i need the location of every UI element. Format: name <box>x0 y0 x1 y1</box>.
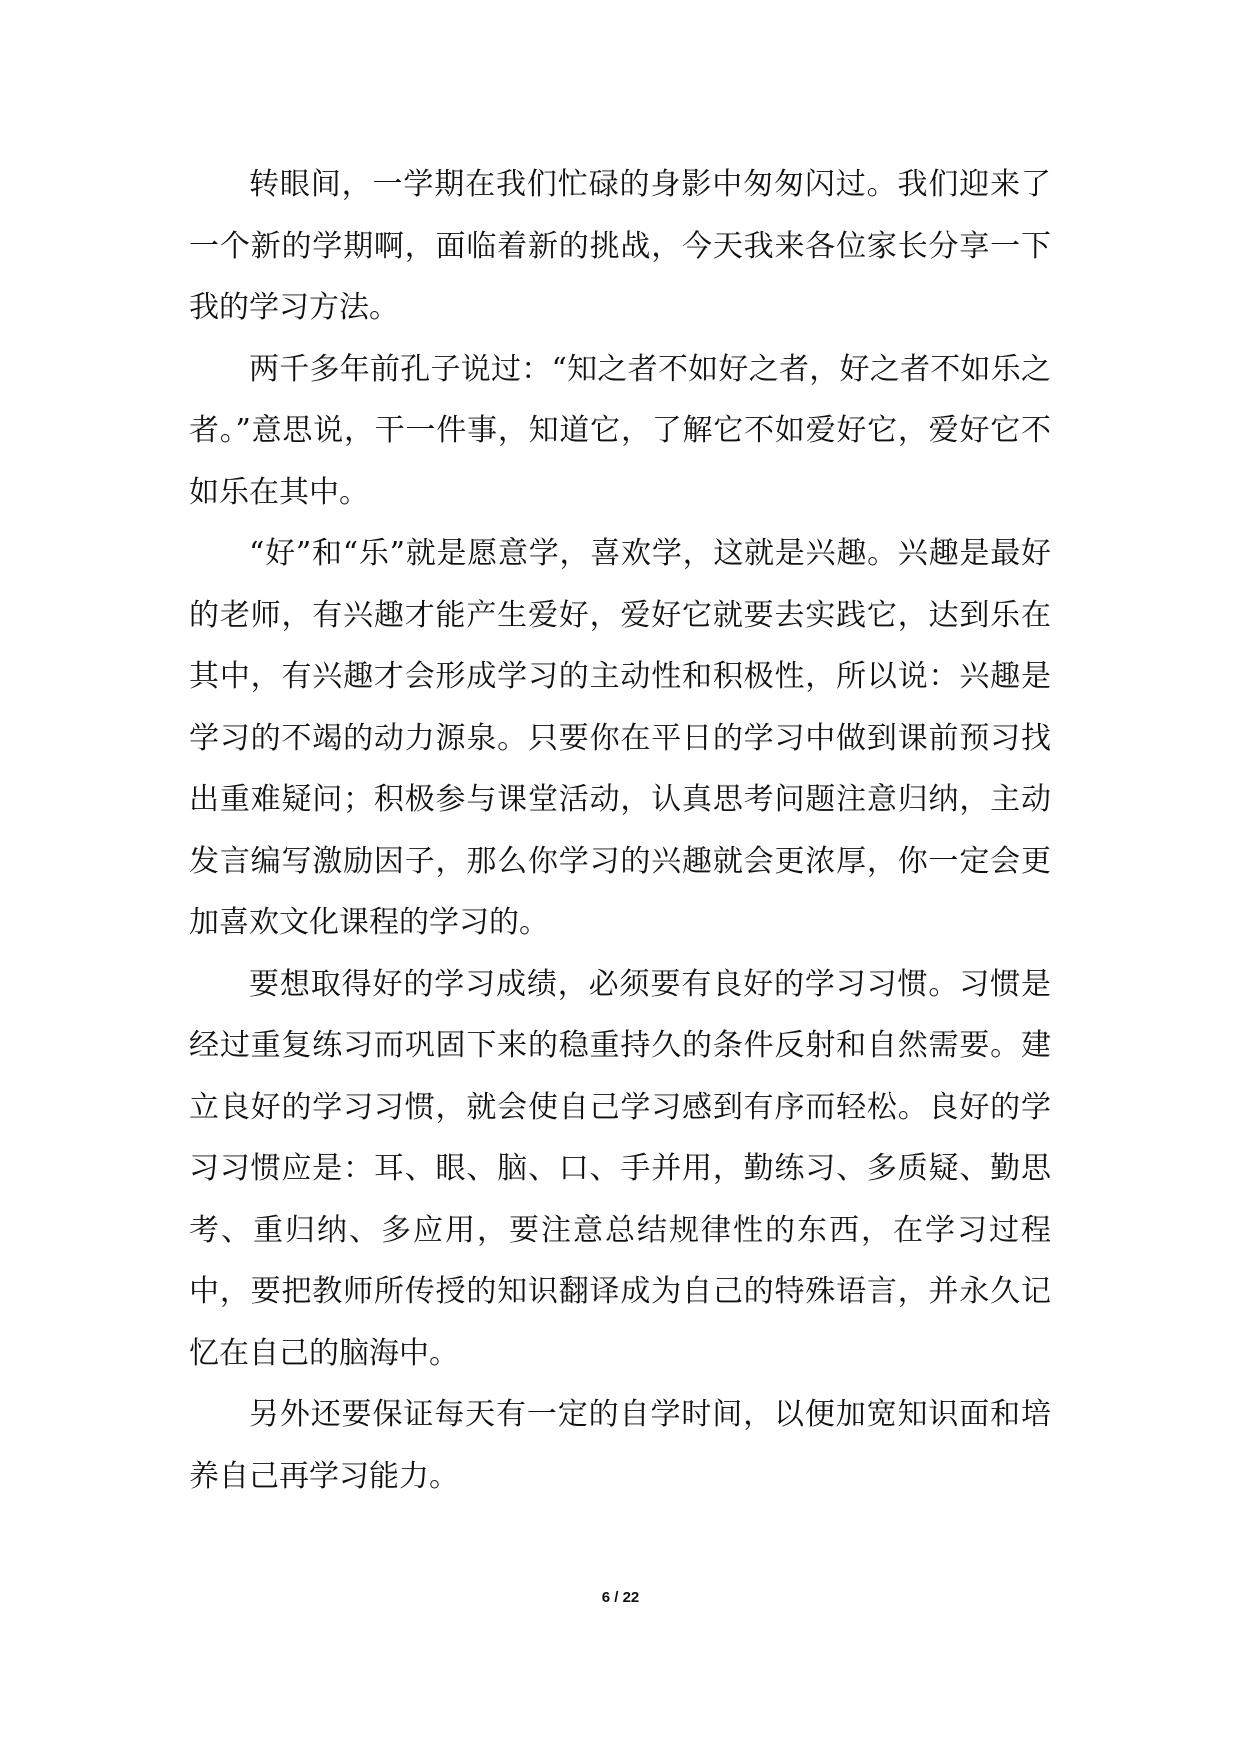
paragraph-3: “好”和“乐”就是愿意学，喜欢学，这就是兴趣。兴趣是最好的老师，有兴趣才能产生爱好，爱好它就要去实践它，达到乐在其中，有兴趣才会形成学习的主动性和积极性，所以说：兴趣是学习的不竭的动力源泉。只要你在平日的学习中做到课前预习找出重难疑问；积极参与课堂活动，认真思考问题注意归纳，主动发言编写激励因子，那么你学习的兴趣就会更浓厚，你一定会更加喜欢文化课程的学习的。 <box>189 536 1051 940</box>
paragraph-5: 另外还要保证每天有一定的自学时间，以便加宽知识面和培养自己再学习能力。 <box>189 1397 1051 1494</box>
paragraph-1: 转眼间，一学期在我们忙碌的身影中匆匆闪过。我们迎来了一个新的学期啊，面临着新的挑战，今天我来各位家长分享一下我的学习方法。 <box>189 167 1051 325</box>
page-number: 6 / 22 <box>601 1589 640 1606</box>
paragraph-4: 要想取得好的学习成绩，必须要有良好的学习习惯。习惯是经过重复练习而巩固下来的稳重持久的条件反射和自然需要。建立良好的学习习惯，就会使自己学习感到有序而轻松。良好的学习习惯应是：耳、眼、脑、口、手并用，勤练习、多质疑、勤思考、重归纳、多应用，要注意总结规律性的东西，在学习过程中，要把教师所传授的知识翻译成为自己的特殊语言，并永久记忆在自己的脑海中。 <box>189 966 1051 1371</box>
paragraph-2: 两千多年前孔子说过：“知之者不如好之者，好之者不如乐之者。”意思说，干一件事，知道它，了解它不如爱好它，爱好它不如乐在其中。 <box>189 351 1051 510</box>
document-body <box>189 154 1051 1507</box>
